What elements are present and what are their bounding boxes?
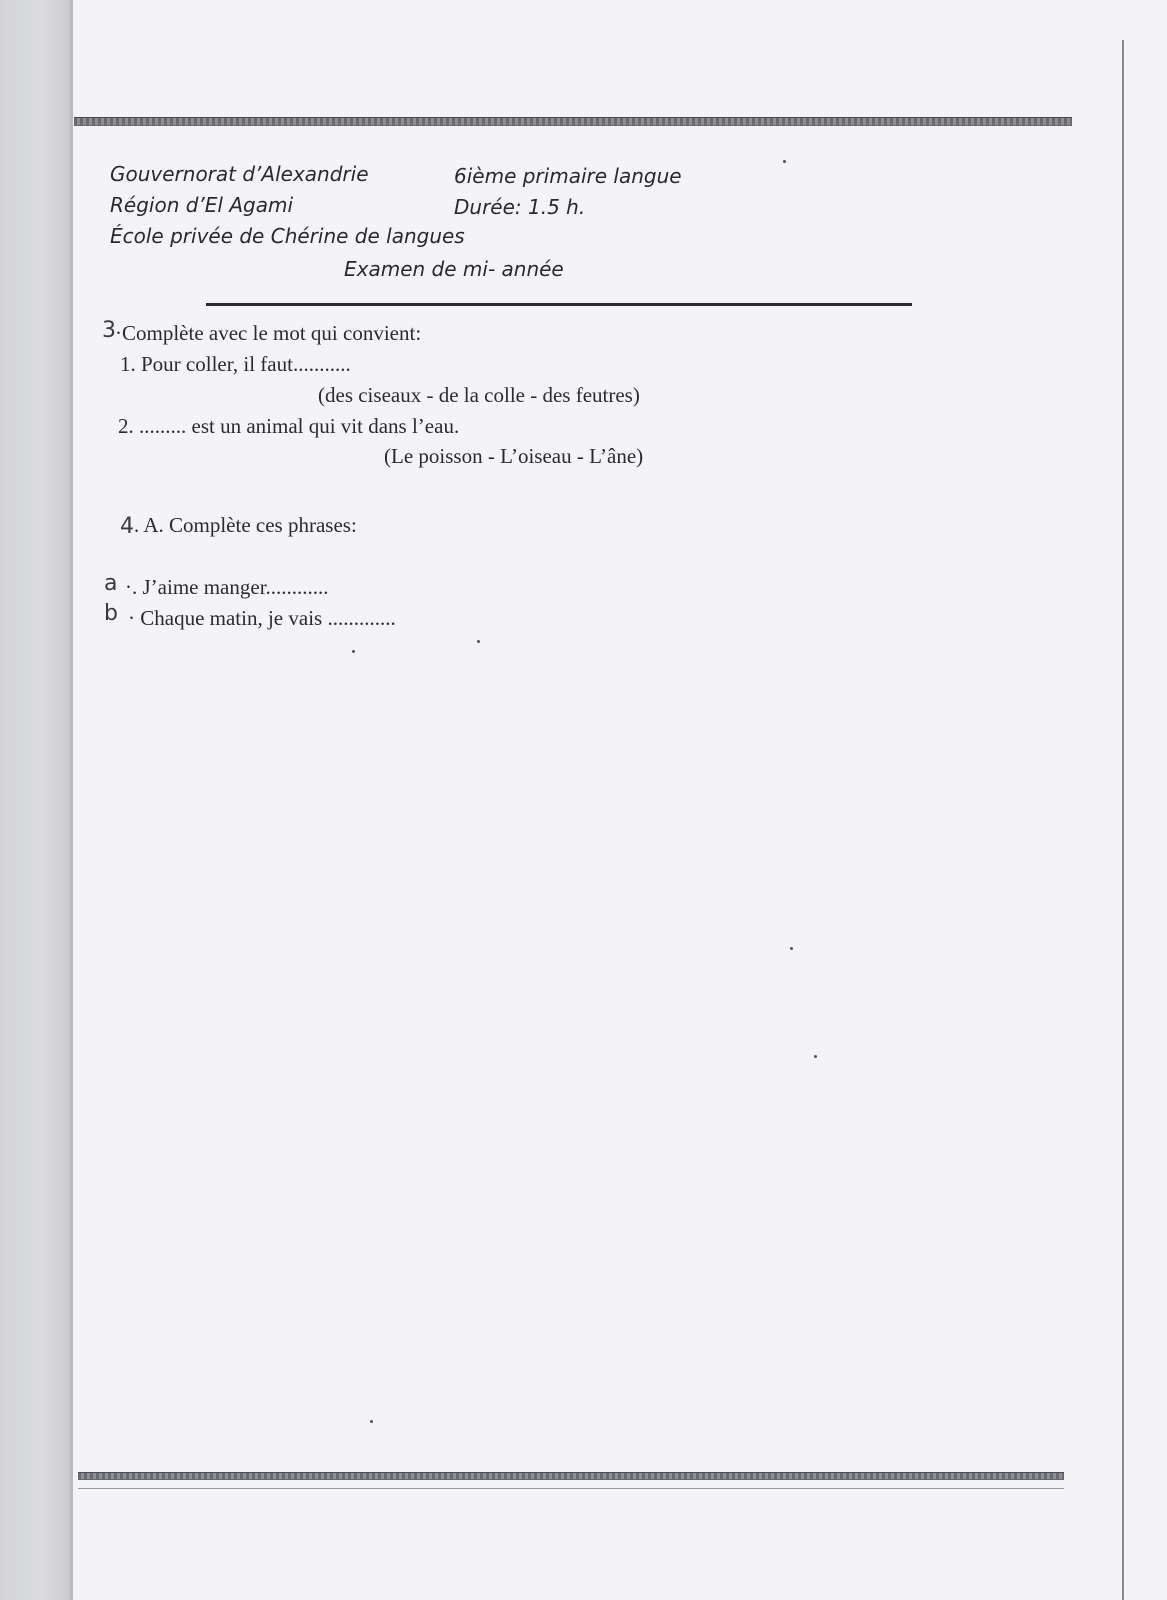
region-label: Région d’El Agami [110, 193, 293, 217]
scan-speck [352, 650, 355, 653]
scan-left-strip [0, 0, 70, 1600]
scan-speck [477, 640, 480, 643]
exam-title: Examen de mi- année [344, 257, 564, 281]
scan-speck [814, 1055, 817, 1058]
q4-instruction: . A. Complète ces phrases: [134, 513, 357, 537]
scan-speck [370, 1420, 373, 1423]
q4-number: 4 [120, 514, 134, 539]
bottom-border-rule [78, 1472, 1064, 1480]
grade-label: 6ième primaire langue [454, 164, 682, 188]
top-border-rule [74, 117, 1072, 126]
scan-left-edge [70, 0, 73, 1600]
q4-item-b-text: · Chaque matin, je vais ............. [128, 606, 396, 630]
q3-number: 3 [102, 318, 116, 343]
q3-item-2-text: 2. ......... est un animal qui vit dans l’eau. [118, 414, 460, 438]
q4-item-b-marker: b [104, 601, 118, 626]
school-label: École privée de Chérine de langues [110, 224, 465, 248]
scan-right-edge [1122, 40, 1124, 1600]
q4-item-a-marker: a [104, 571, 118, 596]
bottom-border-thin-rule [78, 1488, 1064, 1489]
scan-speck [790, 947, 793, 950]
q3-item-1-text: 1. Pour coller, il faut........... [120, 352, 351, 376]
governorate-label: Gouvernorat d’Alexandrie [110, 162, 369, 186]
scan-speck [783, 160, 786, 163]
q3-instruction: ·Complète avec le mot qui convient: [115, 321, 422, 345]
q3-item-2-choices: (Le poisson - L’oiseau - L’âne) [384, 444, 644, 468]
duration-label: Durée: 1.5 h. [454, 195, 586, 219]
header-separator [206, 303, 912, 306]
q4-item-a-text: ·. J’aime manger............ [125, 575, 329, 599]
q3-item-1-choices: (des ciseaux - de la colle - des feutres) [318, 383, 640, 407]
